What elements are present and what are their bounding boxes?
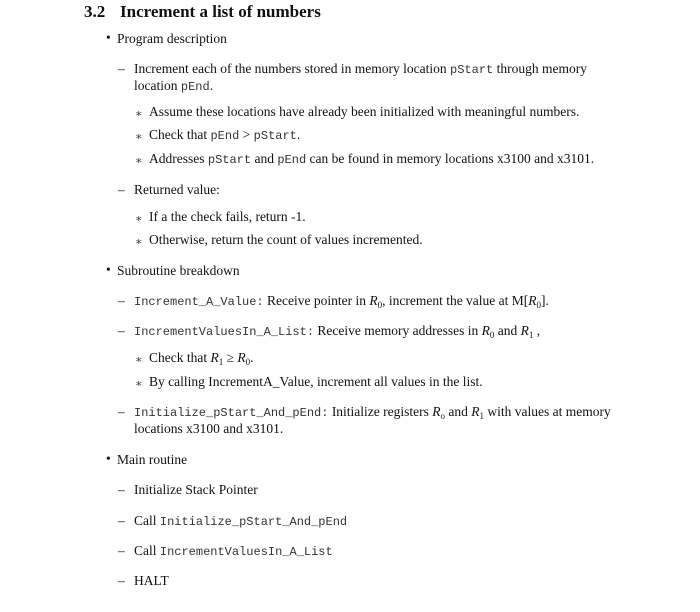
addresses-text: Addresses pStart and pEnd can be found in memory locations x3100 and x3101. <box>149 151 595 167</box>
star-icon: ∗ <box>135 155 143 167</box>
star-icon: ∗ <box>135 378 143 390</box>
star-icon: ∗ <box>135 236 143 248</box>
initialize-line-1: Initialize_pStart_And_pEnd: Initialize registers $R_o$ and $R_1$ with values at memory <box>134 404 611 421</box>
returned-value-label: Returned value: <box>134 182 220 197</box>
main-step-call-increment: Call IncrementValuesIn_A_List <box>134 543 333 559</box>
bullet-icon: • <box>106 451 111 466</box>
program-description-label: Program description <box>117 31 227 46</box>
main-step-halt: HALT <box>134 573 169 588</box>
returned-fail-text: If a the check fails, return -1. <box>149 209 306 224</box>
main-step-init-sp: Initialize Stack Pointer <box>134 482 258 497</box>
dash-icon: – <box>118 513 125 528</box>
dash-icon: – <box>118 573 125 588</box>
check-text: Check that pEnd > pStart. <box>149 127 301 143</box>
assume-text: Assume these locations have already been initialized with meaningful numbers. <box>149 104 580 119</box>
increment-values-line: IncrementValuesIn_A_List: Receive memory addresses in $R_0$ and $R_1$ , <box>134 323 541 340</box>
dash-icon: – <box>118 482 125 497</box>
returned-other-text: Otherwise, return the count of values incremented. <box>149 232 423 247</box>
increment-line-2: location pEnd. <box>134 78 214 94</box>
subroutine-breakdown-label: Subroutine breakdown <box>117 263 240 278</box>
dash-icon: – <box>118 61 125 76</box>
star-icon: ∗ <box>135 131 143 143</box>
bullet-icon: • <box>106 30 111 45</box>
section-heading <box>84 2 321 22</box>
dash-icon: – <box>118 182 125 197</box>
by-calling-text: By calling IncrementA_Value, increment all values in the list. <box>149 374 483 389</box>
main-routine-label: Main routine <box>117 452 188 467</box>
dash-icon: – <box>118 543 125 558</box>
section-title: Increment a list of numbers <box>120 2 321 21</box>
bullet-icon: • <box>106 262 111 277</box>
main-step-call-init: Call Initialize_pStart_And_pEnd <box>134 513 348 529</box>
star-icon: ∗ <box>135 213 143 225</box>
initialize-line-2: locations x3100 and x3101. <box>134 421 284 436</box>
section-number: 3.2 <box>84 2 106 21</box>
dash-icon: – <box>118 404 125 419</box>
star-icon: ∗ <box>135 354 143 366</box>
check-r-text: Check that $R_1 \ge R_0$. <box>149 350 254 367</box>
increment-a-value-line: Increment_A_Value: Receive pointer in $R_0$, increment the value at $M[R_0]$. <box>134 293 549 310</box>
dash-icon: – <box>118 293 125 308</box>
increment-line-1: Increment each of the numbers stored in memory location pStart through memory <box>134 61 587 77</box>
star-icon: ∗ <box>135 108 143 120</box>
dash-icon: – <box>118 323 125 338</box>
